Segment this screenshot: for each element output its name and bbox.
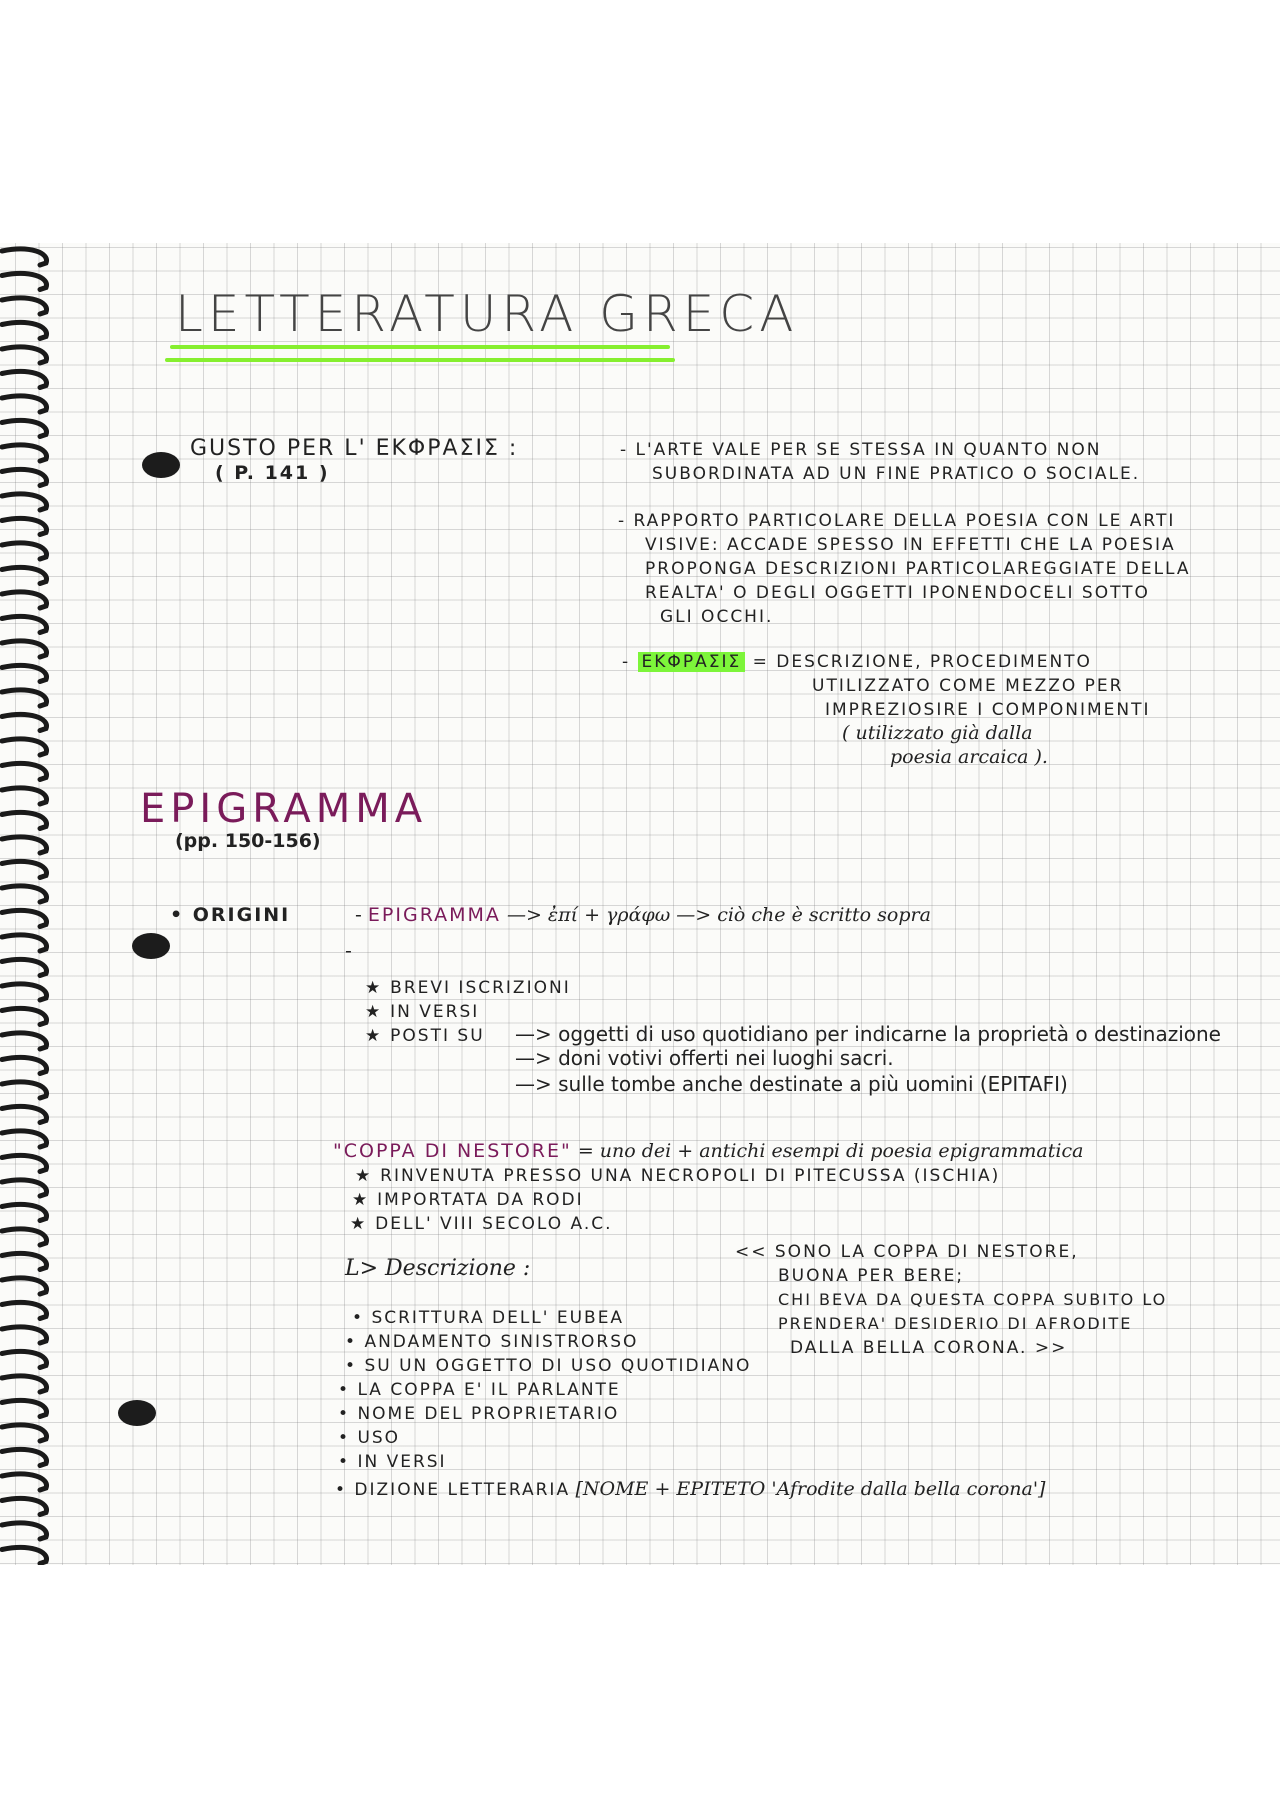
spiral-coil — [2, 837, 47, 853]
spiral-coil — [2, 445, 47, 461]
gusto-label: GUSTO PER L' ΕΚΦΡΑΣΙΣ : — [190, 436, 519, 461]
etymology-line: - EPIGRAMMA —> ἐπί + γράφω —> ciò che è scritto sopra — [355, 904, 931, 926]
punch-hole — [118, 1400, 156, 1426]
spiral-coil — [2, 592, 47, 608]
spiral-coil — [2, 616, 47, 632]
spiral-coil — [2, 1106, 47, 1122]
descrizione-item: • NOME DEL PROPRIETARIO — [338, 1404, 620, 1424]
coppa-line — [333, 1140, 1083, 1162]
spiral-coil — [2, 1204, 47, 1220]
spiral-coil — [2, 322, 47, 338]
spiral-coil — [2, 543, 47, 559]
spiral-coil — [2, 1155, 47, 1171]
coppa-term: "COPPA DI NESTORE" — [333, 1140, 572, 1162]
page-title: LETTERATURA GRECA — [175, 285, 799, 343]
coppa-fact: ★ IMPORTATA DA RODI — [352, 1190, 584, 1210]
spiral-coil — [2, 1229, 47, 1245]
spiral-coil — [2, 1180, 47, 1196]
origini-item: ★ BREVI ISCRIZIONI — [365, 978, 571, 998]
descrizione-item: • IN VERSI — [338, 1452, 447, 1472]
spiral-coil — [2, 1008, 47, 1024]
spiral-coil — [2, 641, 47, 657]
spiral-coil — [2, 1547, 47, 1563]
posti-su-item: —> doni votivi offerti nei luoghi sacri. — [515, 1046, 894, 1070]
punch-hole — [142, 452, 180, 478]
spiral-binding — [0, 243, 66, 1565]
descrizione-item: • SCRITTURA DELL' EUBEA — [352, 1308, 625, 1328]
coppa-text: = uno dei + antichi esempi di poesia epigrammatica — [577, 1140, 1084, 1162]
descrizione-item: • LA COPPA E' IL PARLANTE — [338, 1380, 621, 1400]
spiral-coil — [2, 1327, 47, 1343]
ekphrasis-line: - ΕΚΦΡΑΣΙΣ = DESCRIZIONE, PROCEDIMENTO — [622, 652, 1092, 672]
gusto-note-line: - L'ARTE VALE PER SE STESSA IN QUANTO NON — [620, 440, 1102, 460]
gusto-note-line: - RAPPORTO PARTICOLARE DELLA POESIA CON LE ARTI — [618, 511, 1176, 531]
spiral-coil — [2, 739, 47, 755]
title-underline — [170, 345, 670, 349]
dizione-line — [335, 1478, 1045, 1500]
spiral-coil — [2, 1376, 47, 1392]
quote-line: DALLA BELLA CORONA. >> — [790, 1338, 1068, 1358]
spiral-coil — [2, 1278, 47, 1294]
spiral-coil — [2, 690, 47, 706]
descrizione-item: • USO — [338, 1428, 401, 1448]
spiral-coil — [2, 886, 47, 902]
spiral-coil — [2, 959, 47, 975]
spiral-coil — [2, 1425, 47, 1441]
gusto-note-line: PROPONGA DESCRIZIONI PARTICOLAREGGIATE DELLA — [645, 559, 1191, 579]
gusto-note-line: REALTA' O DEGLI OGGETTI IPONENDOCELI SOTTO — [645, 583, 1150, 603]
section-title: EPIGRAMMA — [140, 786, 428, 832]
spiral-coil — [2, 763, 47, 779]
ekphrasis-note-line: poesia arcaica ). — [890, 746, 1048, 768]
spiral-coil — [2, 518, 47, 534]
spiral-coil — [2, 1131, 47, 1147]
spiral-coil — [2, 1498, 47, 1514]
coppa-fact: ★ DELL' VIII SECOLO A.C. — [350, 1214, 613, 1234]
spiral-coil — [2, 469, 47, 485]
spiral-coil — [2, 1033, 47, 1049]
spiral-coil — [2, 396, 47, 412]
descrizione-item: • ANDAMENTO SINISTRORSO — [345, 1332, 639, 1352]
spiral-coils — [0, 243, 66, 1565]
descrizione-item: • SU UN OGGETTO DI USO QUOTIDIANO — [345, 1356, 752, 1376]
gusto-note-line: GLI OCCHI. — [660, 607, 774, 627]
spiral-coil — [2, 298, 47, 314]
section-pages: (pp. 150-156) — [175, 830, 321, 852]
spiral-coil — [2, 984, 47, 1000]
dizione-text: [NOME + EPITETO 'Afrodite dalla bella corona'] — [575, 1478, 1046, 1500]
origini-item: ★ IN VERSI — [365, 1002, 480, 1022]
title-underline — [165, 358, 675, 362]
spiral-coil — [2, 910, 47, 926]
spiral-coil — [2, 935, 47, 951]
punch-hole — [132, 933, 170, 959]
spiral-coil — [2, 1400, 47, 1416]
descrizione-label: L> Descrizione : — [345, 1256, 531, 1281]
dizione-label: • DIZIONE LETTERARIA — [335, 1480, 571, 1500]
spiral-coil — [2, 1523, 47, 1539]
ekphrasis-def-line: UTILIZZATO COME MEZZO PER — [812, 676, 1124, 696]
spiral-coil — [2, 1474, 47, 1490]
ekphrasis-note-line: ( utilizzato già dalla — [842, 722, 1033, 744]
quote-line: CHI BEVA DA QUESTA COPPA SUBITO LO — [778, 1290, 1168, 1309]
gusto-page-ref: ( P. 141 ) — [215, 462, 330, 484]
ekphrasis-highlight: ΕΚΦΡΑΣΙΣ — [638, 652, 746, 672]
posti-su-item: —> oggetti di uso quotidiano per indicarne la proprietà o destinazione — [515, 1022, 1221, 1046]
gusto-note-line: SUBORDINATA AD UN FINE PRATICO O SOCIALE. — [652, 464, 1141, 484]
spiral-coil — [2, 788, 47, 804]
spiral-coil — [2, 420, 47, 436]
ekphrasis-def-line: IMPREZIOSIRE I COMPONIMENTI — [825, 700, 1151, 720]
spiral-coil — [2, 494, 47, 510]
spiral-coil — [2, 714, 47, 730]
posti-su-item: —> sulle tombe anche destinate a più uomini (EPITAFI) — [515, 1072, 1068, 1096]
spiral-coil — [2, 1253, 47, 1269]
spiral-coil — [2, 249, 47, 265]
spiral-coil — [2, 812, 47, 828]
ekphrasis-def: = DESCRIZIONE, PROCEDIMENTO — [752, 652, 1092, 672]
etymology-text: —> ἐπί + γράφω —> ciò che è scritto sopra — [506, 904, 931, 926]
spiral-coil — [2, 347, 47, 363]
spiral-coil — [2, 665, 47, 681]
spiral-coil — [2, 273, 47, 289]
quote-line: << SONO LA COPPA DI NESTORE, — [735, 1242, 1079, 1262]
spiral-coil — [2, 1449, 47, 1465]
spiral-coil — [2, 861, 47, 877]
spiral-coil — [2, 371, 47, 387]
spiral-coil — [2, 567, 47, 583]
origini-label: • ORIGINI — [170, 904, 291, 926]
dash-mark: - — [345, 940, 352, 962]
epigramma-term: EPIGRAMMA — [367, 904, 501, 926]
quote-line: PRENDERA' DESIDERIO DI AFRODITE — [778, 1314, 1133, 1333]
origini-item: ★ POSTI SU — [365, 1026, 485, 1046]
spiral-coil — [2, 1351, 47, 1367]
quote-line: BUONA PER BERE; — [778, 1266, 965, 1286]
gusto-note-line: VISIVE: ACCADE SPESSO IN EFFETTI CHE LA POESIA — [645, 535, 1176, 555]
coppa-fact: ★ RINVENUTA PRESSO UNA NECROPOLI DI PITECUSSA (ISCHIA) — [355, 1166, 1001, 1186]
spiral-coil — [2, 1082, 47, 1098]
spiral-coil — [2, 1057, 47, 1073]
spiral-coil — [2, 1302, 47, 1318]
